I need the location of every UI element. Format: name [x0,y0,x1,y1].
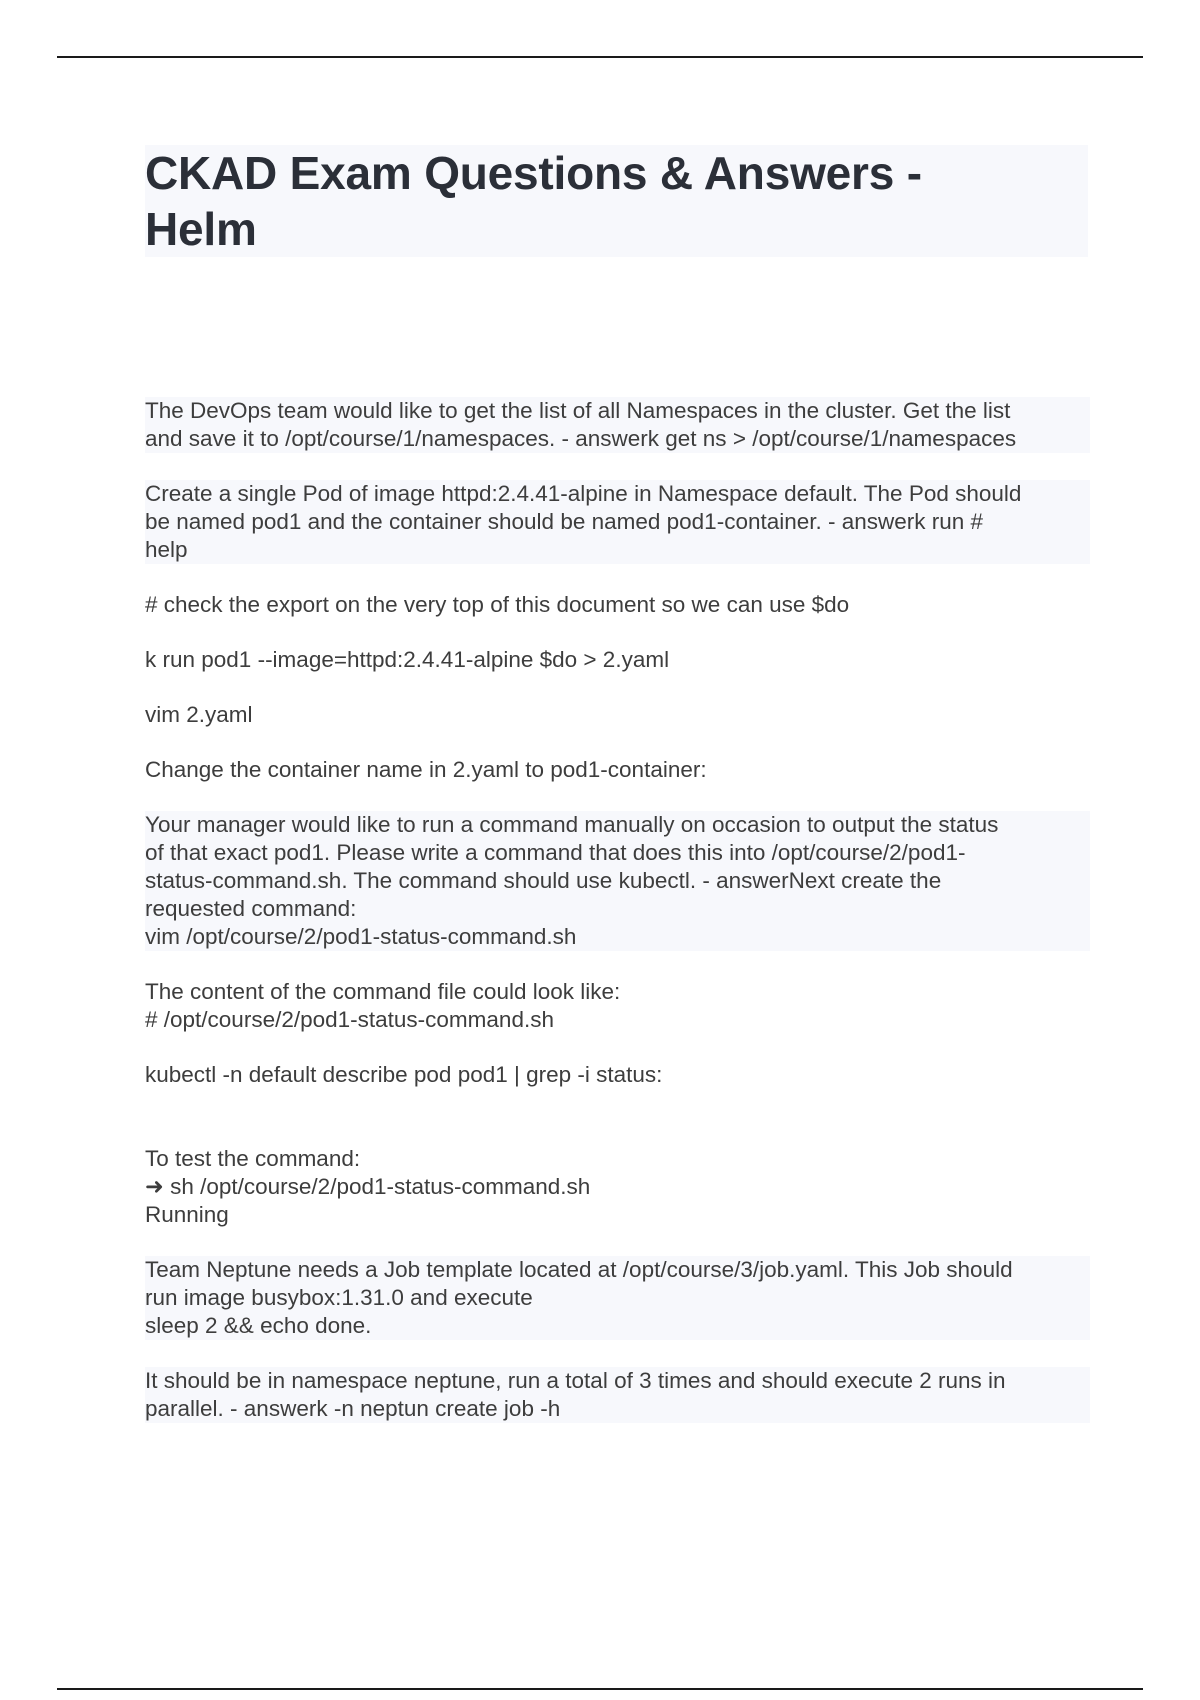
text-line: # /opt/course/2/pod1-status-command.sh [145,1007,554,1032]
paragraph-run-command [145,646,1090,674]
paragraph-job-question [145,1256,1090,1340]
text-line: Team Neptune needs a Job template located at /opt/course/3/job.yaml. This Job should [145,1256,1090,1284]
title-line-2: Helm [145,203,257,255]
paragraph-export-note [145,591,1090,619]
text-line: sleep 2 && echo done. [145,1312,1090,1340]
paragraph-test-command [145,1145,1090,1229]
text-line: Change the container name in 2.yaml to pod1-container: [145,757,707,782]
text-line: It should be in namespace neptune, run a total of 3 times and should execute 2 runs in [145,1367,1090,1395]
text-line: # check the export on the very top of this document so we can use $do [145,592,850,617]
paragraph-namespaces-question [145,397,1090,453]
text-line: The DevOps team would like to get the list of all Namespaces in the cluster. Get the list [145,397,1090,425]
text-line: help [145,536,1090,564]
text-line: k run pod1 --image=httpd:2.4.41-alpine $do > 2.yaml [145,647,670,672]
top-rule [57,56,1143,58]
text-line: ➜ sh /opt/course/2/pod1-status-command.sh [145,1174,591,1199]
paragraph-kubectl-describe [145,1061,1090,1089]
document-body [145,397,1090,1450]
paragraph-status-question [145,811,1090,951]
text-line: requested command: [145,895,1090,923]
text-line: kubectl -n default describe pod pod1 | grep -i status: [145,1062,663,1087]
page-title [145,145,1088,257]
text-line: of that exact pod1. Please write a command that does this into /opt/course/2/pod1- [145,839,1090,867]
text-line: The content of the command file could look like: [145,979,621,1004]
title-line-1: CKAD Exam Questions & Answers - [145,147,922,199]
paragraph-pod-question [145,480,1090,564]
text-line: be named pod1 and the container should be named pod1-container. - answerk run # [145,508,1090,536]
text-line: Create a single Pod of image httpd:2.4.41-alpine in Namespace default. The Pod should [145,480,1090,508]
paragraph-change-container [145,756,1090,784]
text-line: vim 2.yaml [145,702,253,727]
paragraph-command-file [145,978,1090,1034]
text-line: Your manager would like to run a command manually on occasion to output the status [145,811,1090,839]
text-line: parallel. - answerk -n neptun create job -h [145,1395,1090,1423]
text-line: Running [145,1202,229,1227]
text-line: run image busybox:1.31.0 and execute [145,1284,1090,1312]
text-line: and save it to /opt/course/1/namespaces. - answerk get ns > /opt/course/1/namespaces [145,425,1090,453]
paragraph-vim-command [145,701,1090,729]
bottom-rule [57,1688,1143,1690]
text-line: status-command.sh. The command should use kubectl. - answerNext create the [145,867,1090,895]
text-line: vim /opt/course/2/pod1-status-command.sh [145,923,1090,951]
text-line: To test the command: [145,1146,361,1171]
paragraph-job-answer [145,1367,1090,1423]
title-block [145,145,1088,257]
